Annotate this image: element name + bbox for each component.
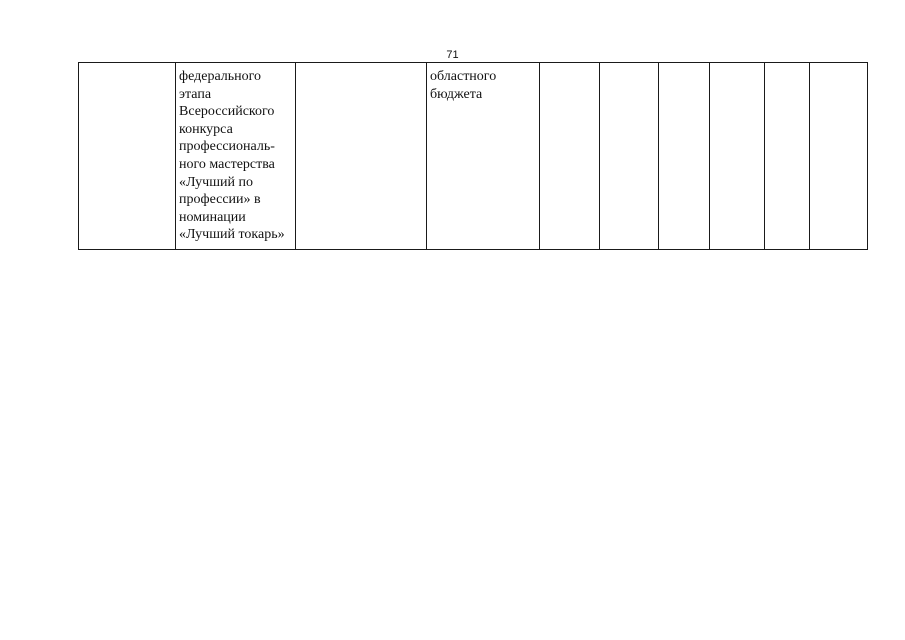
funding-source: областного бюджета [430,69,497,102]
table-cell-3 [296,63,427,250]
table-row [79,63,868,250]
table-cell-description [176,63,296,250]
table-cell-7 [659,63,710,250]
data-table [78,62,868,250]
page-number: 71 [446,49,459,61]
table-cell-9 [765,63,810,250]
table-cell-6 [600,63,659,250]
table-cell-8 [710,63,765,250]
table-cell-1 [79,63,176,250]
event-description: федерального этапа Всероссийского конкурса профессиональ- ного мастерства «Лучший по профессии» в номинации «Лучший токарь» [179,69,285,243]
table-cell-10 [810,63,868,250]
table-cell-funding-source [427,63,540,250]
table-cell-5 [540,63,600,250]
